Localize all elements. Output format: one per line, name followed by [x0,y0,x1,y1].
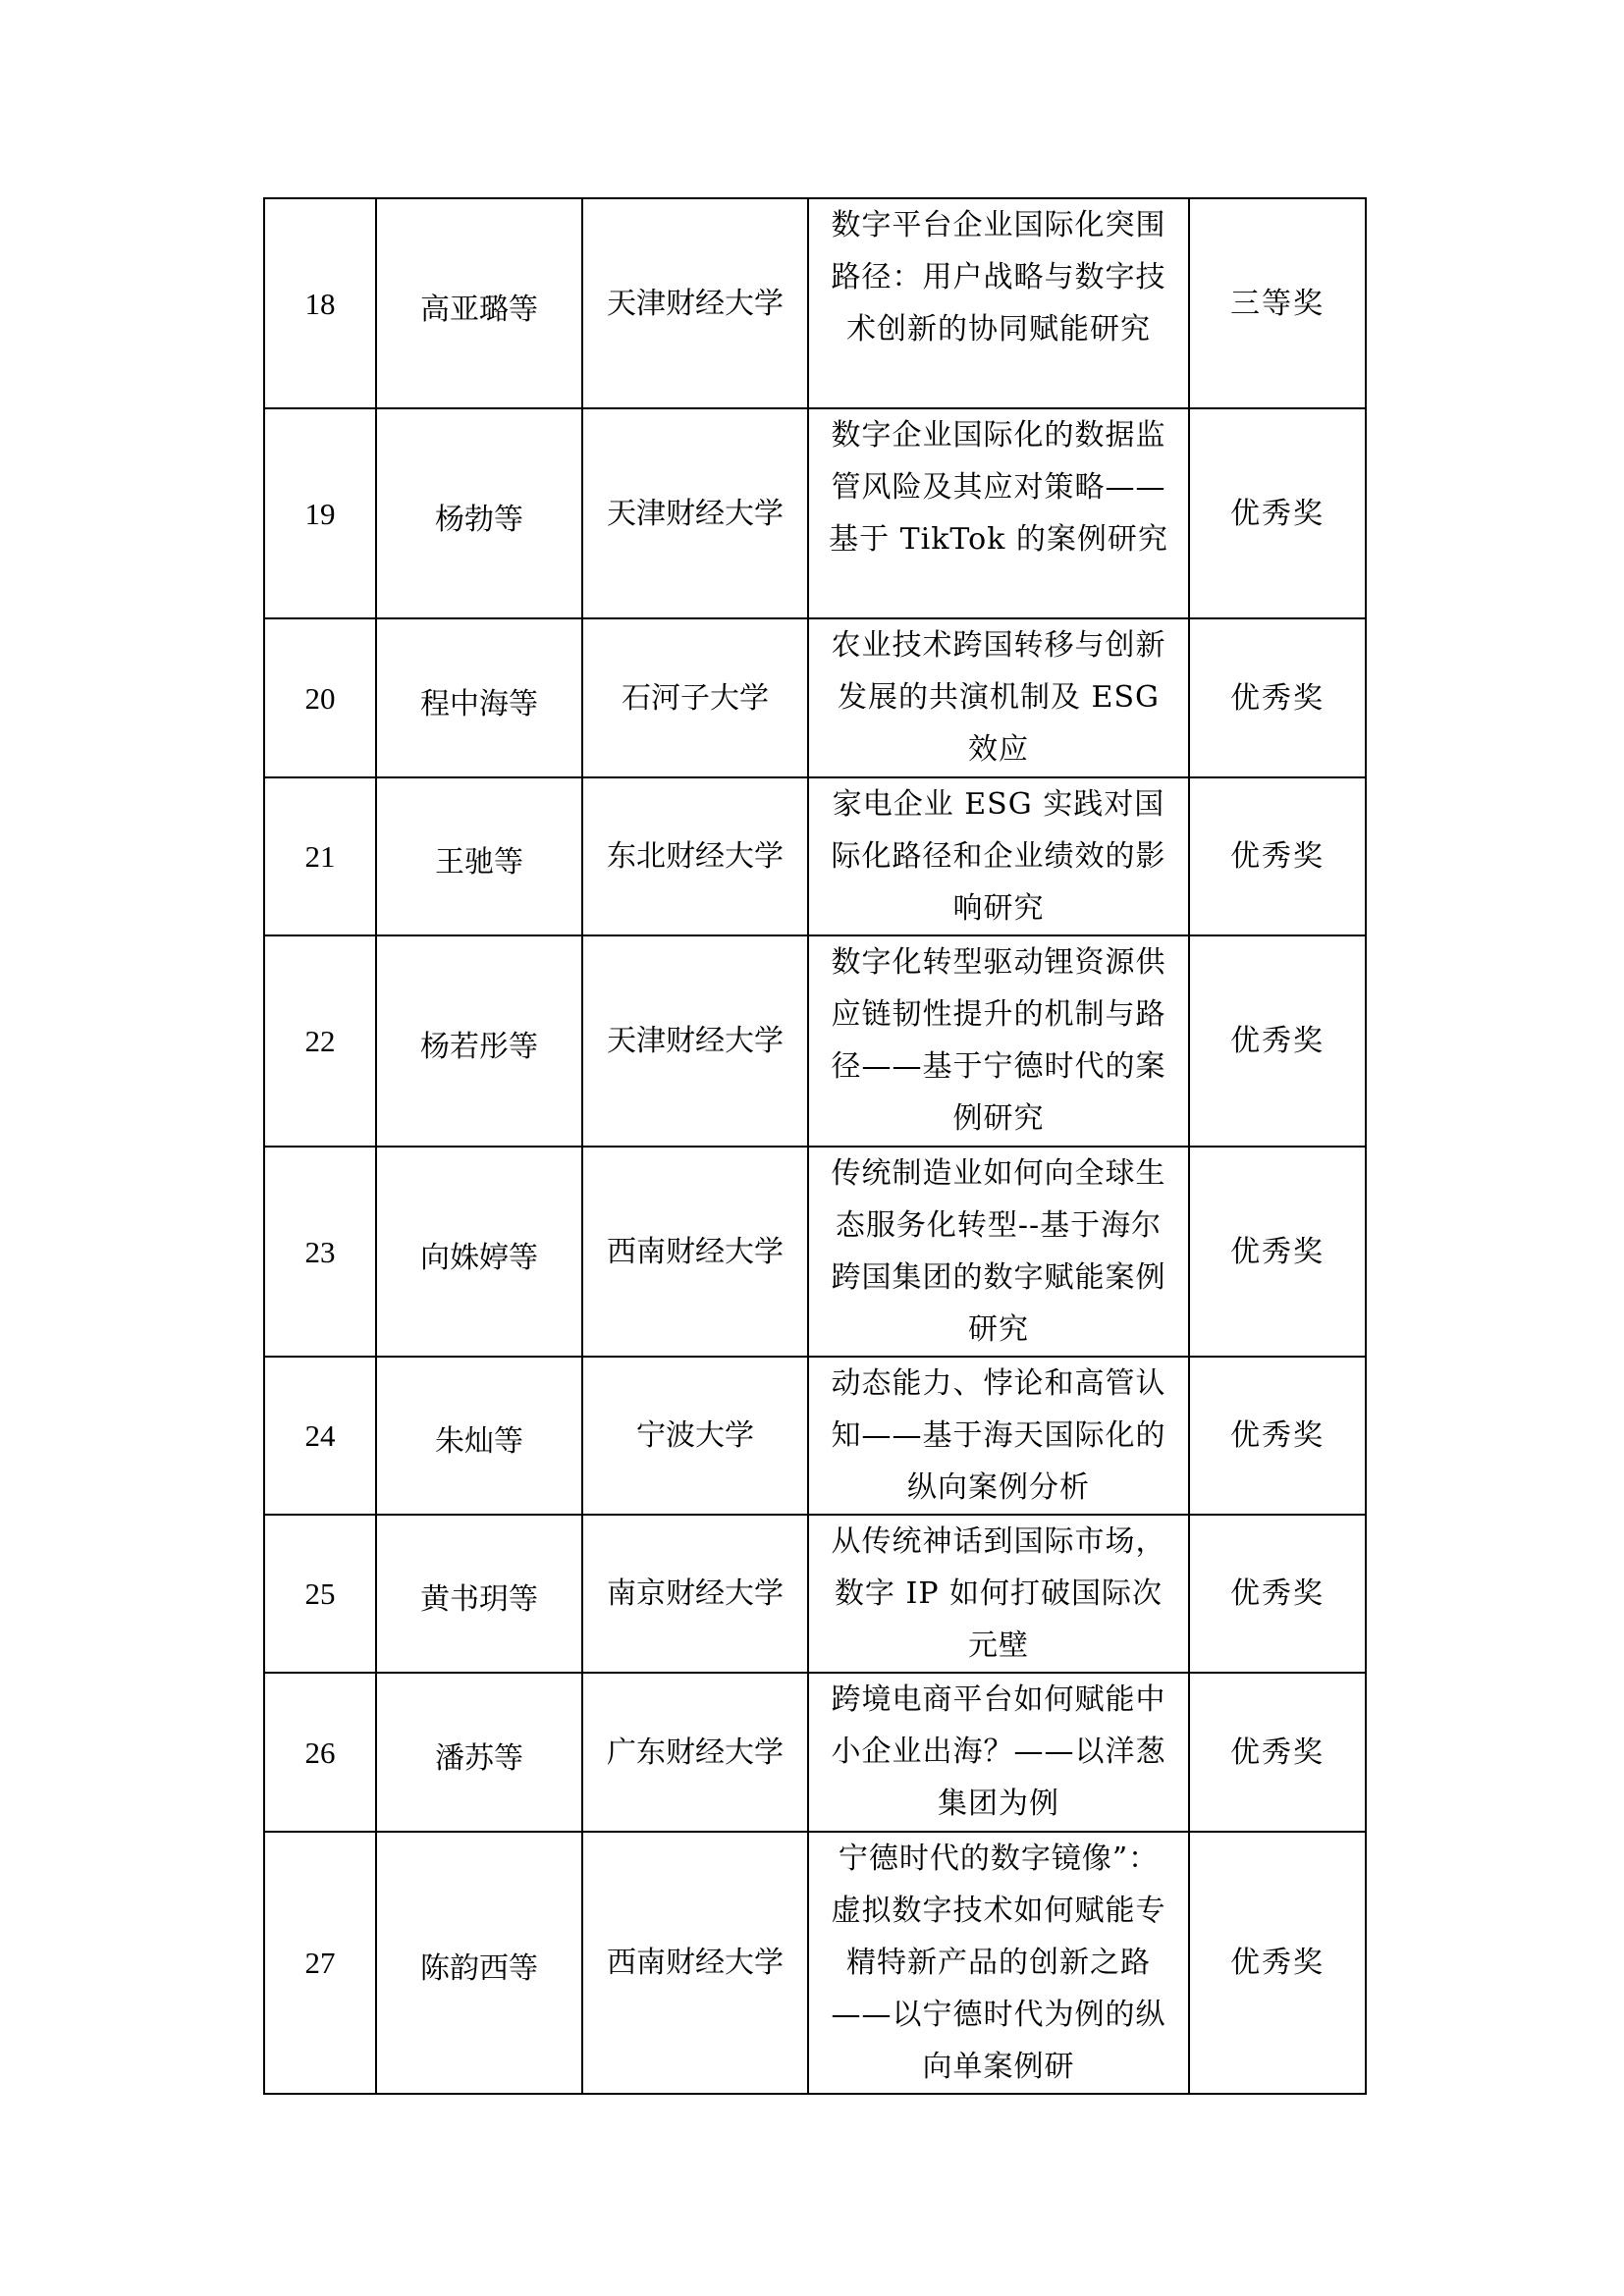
award-level: 优秀奖 [1189,1673,1366,1832]
award-level: 优秀奖 [1189,408,1366,618]
table-row [264,1832,1366,2094]
row-number: 19 [264,408,376,618]
page-bottom-margin [0,2286,1624,2296]
row-number: 26 [264,1673,376,1832]
case-title: 农业技术跨国转移与创新发展的共演机制及 ESG 效应 [808,618,1189,777]
award-level: 优秀奖 [1189,777,1366,935]
school-name: 西南财经大学 [582,1147,808,1357]
award-level: 优秀奖 [1189,935,1366,1147]
row-number: 23 [264,1147,376,1357]
case-title: 数字化转型驱动锂资源供应链韧性提升的机制与路径——基于宁德时代的案例研究 [808,935,1189,1147]
row-number: 27 [264,1832,376,2094]
case-title: 从传统神话到国际市场，数字 IP 如何打破国际次元壁 [808,1515,1189,1673]
school-name: 西南财经大学 [582,1832,808,2094]
table-row [264,935,1366,1147]
row-number: 18 [264,198,376,408]
row-number: 24 [264,1357,376,1515]
awards-table [263,197,1367,2095]
author-name: 杨勃等 [376,408,582,618]
row-number: 20 [264,618,376,777]
table-row [264,408,1366,618]
table-row [264,618,1366,777]
case-title: 传统制造业如何向全球生态服务化转型--基于海尔跨国集团的数字赋能案例研究 [808,1147,1189,1357]
author-name: 向姝婷等 [376,1147,582,1357]
table-row [264,198,1366,408]
table-row [264,1357,1366,1515]
awards-table-body [264,198,1366,2094]
award-level: 优秀奖 [1189,618,1366,777]
row-number: 25 [264,1515,376,1673]
case-title: 数字企业国际化的数据监管风险及其应对策略——基于 TikTok 的案例研究 [808,408,1189,618]
table-row [264,1515,1366,1673]
case-title: 动态能力、悖论和高管认知——基于海天国际化的纵向案例分析 [808,1357,1189,1515]
school-name: 南京财经大学 [582,1515,808,1673]
award-level: 优秀奖 [1189,1357,1366,1515]
author-name: 潘苏等 [376,1673,582,1832]
school-name: 宁波大学 [582,1357,808,1515]
school-name: 东北财经大学 [582,777,808,935]
row-number: 22 [264,935,376,1147]
author-name: 高亚璐等 [376,198,582,408]
award-level: 优秀奖 [1189,1515,1366,1673]
author-name: 黄书玥等 [376,1515,582,1673]
school-name: 石河子大学 [582,618,808,777]
award-level: 优秀奖 [1189,1832,1366,2094]
case-title: 宁德时代的数字镜像”：虚拟数字技术如何赋能专精特新产品的创新之路——以宁德时代为例的纵向单案例研 [808,1832,1189,2094]
table-row [264,1147,1366,1357]
case-title: 跨境电商平台如何赋能中小企业出海？——以洋葱集团为例 [808,1673,1189,1832]
school-name: 广东财经大学 [582,1673,808,1832]
author-name: 陈韵西等 [376,1832,582,2094]
school-name: 天津财经大学 [582,935,808,1147]
case-title: 家电企业 ESG 实践对国际化路径和企业绩效的影响研究 [808,777,1189,935]
table-row [264,777,1366,935]
award-level: 三等奖 [1189,198,1366,408]
award-level: 优秀奖 [1189,1147,1366,1357]
author-name: 程中海等 [376,618,582,777]
school-name: 天津财经大学 [582,408,808,618]
row-number: 21 [264,777,376,935]
author-name: 王驰等 [376,777,582,935]
author-name: 杨若彤等 [376,935,582,1147]
table-row [264,1673,1366,1832]
author-name: 朱灿等 [376,1357,582,1515]
case-title: 数字平台企业国际化突围路径：用户战略与数字技术创新的协同赋能研究 [808,198,1189,408]
school-name: 天津财经大学 [582,198,808,408]
